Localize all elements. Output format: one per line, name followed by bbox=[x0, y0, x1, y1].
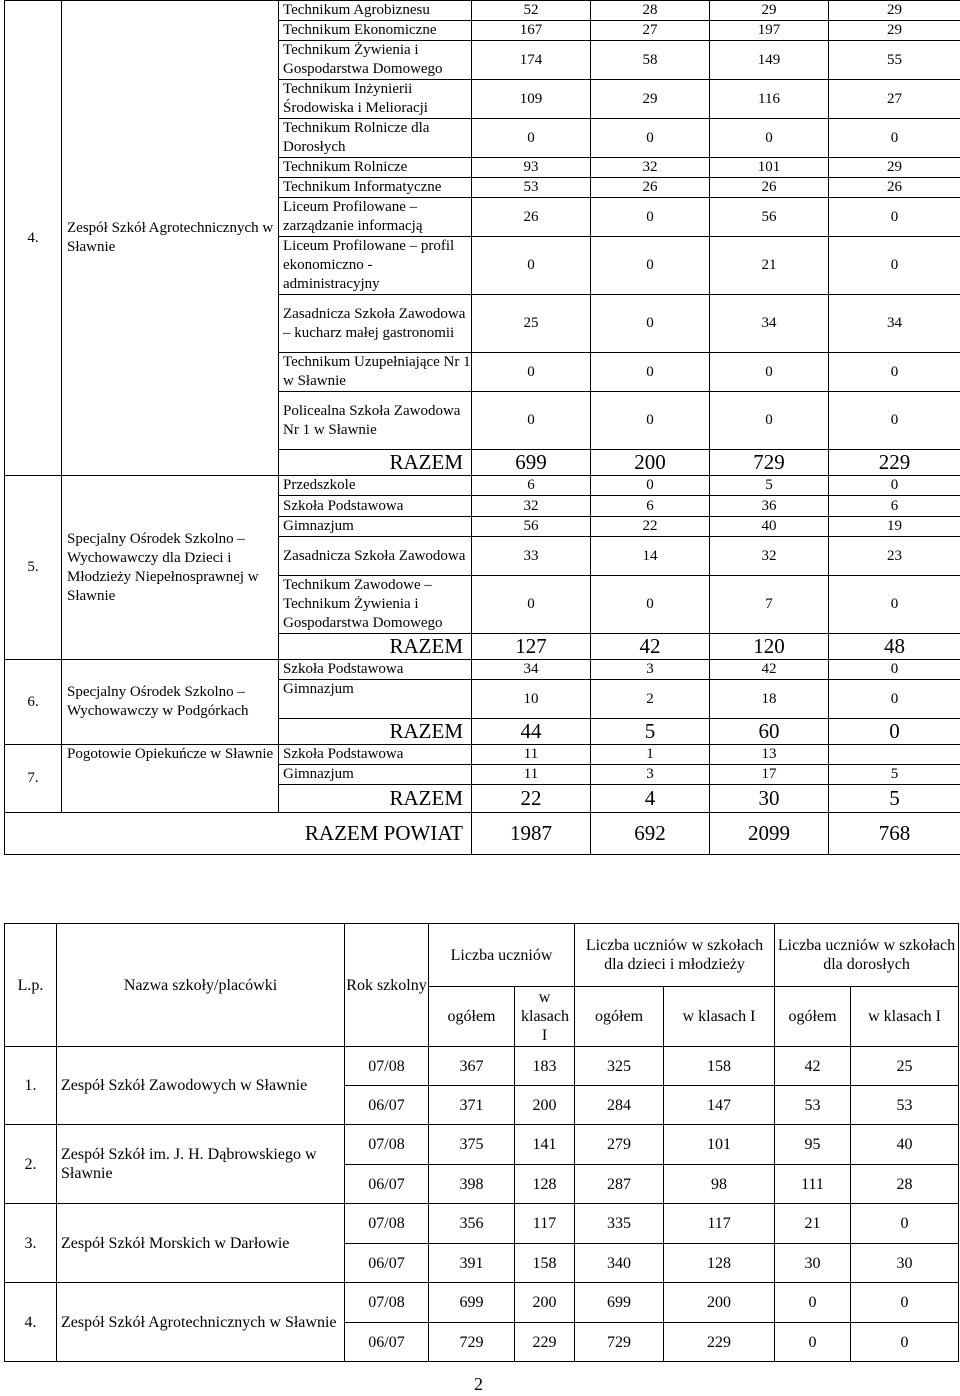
institution-name: Specjalny Ośrodek Szkolno – Wychowawczy dla Dzieci i Młodzieży Niepełnosprawnej w Sławnie bbox=[62, 476, 279, 660]
value-cell: 28 bbox=[851, 1165, 959, 1204]
value-cell: 158 bbox=[515, 1244, 575, 1283]
value-cell: 3 bbox=[591, 660, 710, 680]
group-number: 6. bbox=[5, 660, 62, 745]
value-cell: 29 bbox=[829, 158, 960, 178]
value-cell: 40 bbox=[710, 517, 829, 537]
value-cell: 375 bbox=[429, 1125, 515, 1165]
value-cell: 0 bbox=[472, 119, 591, 158]
row-number: 3. bbox=[5, 1204, 57, 1283]
value-cell: 27 bbox=[829, 80, 960, 119]
value-cell: 183 bbox=[515, 1047, 575, 1086]
value-cell: 52 bbox=[472, 1, 591, 21]
school-year: 07/08 bbox=[345, 1047, 429, 1086]
value-cell: 0 bbox=[591, 392, 710, 450]
value-cell: 32 bbox=[710, 537, 829, 576]
value-cell: 117 bbox=[664, 1204, 775, 1244]
value-cell: 174 bbox=[472, 41, 591, 80]
total-cell: 1987 bbox=[472, 813, 591, 855]
value-cell: 0 bbox=[775, 1323, 851, 1362]
value-cell: 42 bbox=[775, 1047, 851, 1086]
value-cell: 0 bbox=[775, 1283, 851, 1323]
total-cell: 229 bbox=[829, 450, 960, 476]
value-cell: 10 bbox=[472, 680, 591, 719]
value-cell: 95 bbox=[775, 1125, 851, 1165]
value-cell: 22 bbox=[591, 517, 710, 537]
value-cell: 200 bbox=[515, 1086, 575, 1125]
razem-label: RAZEM bbox=[279, 785, 472, 813]
value-cell: 29 bbox=[591, 80, 710, 119]
value-cell: 11 bbox=[472, 745, 591, 765]
header-ogolem: ogółem bbox=[575, 987, 664, 1047]
value-cell: 0 bbox=[829, 237, 960, 295]
total-cell: 127 bbox=[472, 634, 591, 660]
school-year: 06/07 bbox=[345, 1086, 429, 1125]
value-cell: 0 bbox=[591, 198, 710, 237]
row-number: 2. bbox=[5, 1125, 57, 1204]
value-cell: 56 bbox=[472, 517, 591, 537]
value-cell: 0 bbox=[591, 353, 710, 392]
value-cell: 0 bbox=[851, 1323, 959, 1362]
value-cell: 200 bbox=[515, 1283, 575, 1323]
value-cell: 29 bbox=[829, 1, 960, 21]
table-row bbox=[5, 1283, 959, 1323]
value-cell: 729 bbox=[429, 1323, 515, 1362]
total-cell: 0 bbox=[829, 719, 960, 745]
value-cell: 5 bbox=[829, 765, 960, 785]
value-cell: 0 bbox=[851, 1204, 959, 1244]
table-row bbox=[5, 1047, 959, 1086]
total-cell: 200 bbox=[591, 450, 710, 476]
school-name: Technikum Rolnicze bbox=[279, 158, 472, 178]
value-cell: 18 bbox=[710, 680, 829, 719]
value-cell: 26 bbox=[829, 178, 960, 198]
total-cell: 729 bbox=[710, 450, 829, 476]
value-cell: 699 bbox=[429, 1283, 515, 1323]
value-cell: 117 bbox=[515, 1204, 575, 1244]
value-cell: 371 bbox=[429, 1086, 515, 1125]
razem-label: RAZEM bbox=[279, 450, 472, 476]
value-cell: 42 bbox=[710, 660, 829, 680]
header-group-adult: Liczba uczniów w szkołach dla dorosłych bbox=[775, 924, 959, 987]
school-year: 07/08 bbox=[345, 1283, 429, 1323]
value-cell: 141 bbox=[515, 1125, 575, 1165]
value-cell: 58 bbox=[591, 41, 710, 80]
school-name: Technikum Agrobiznesu bbox=[279, 1, 472, 21]
table-row bbox=[5, 476, 960, 496]
value-cell: 55 bbox=[829, 41, 960, 80]
value-cell: 0 bbox=[591, 119, 710, 158]
total-cell: 699 bbox=[472, 450, 591, 476]
value-cell: 33 bbox=[472, 537, 591, 576]
total-cell: 4 bbox=[591, 785, 710, 813]
value-cell: 0 bbox=[472, 576, 591, 634]
value-cell: 200 bbox=[664, 1283, 775, 1323]
table-row bbox=[5, 660, 960, 680]
school-name: Zasadnicza Szkoła Zawodowa bbox=[279, 537, 472, 576]
total-cell: 768 bbox=[829, 813, 960, 855]
value-cell: 340 bbox=[575, 1244, 664, 1283]
value-cell: 367 bbox=[429, 1047, 515, 1086]
school-name: Szkoła Podstawowa bbox=[279, 496, 472, 517]
value-cell: 0 bbox=[591, 476, 710, 496]
total-cell: 30 bbox=[710, 785, 829, 813]
value-cell: 11 bbox=[472, 765, 591, 785]
value-cell: 284 bbox=[575, 1086, 664, 1125]
school-name: Policealna Szkoła Zawodowa Nr 1 w Sławnie bbox=[279, 392, 472, 450]
header-w-klasach: w klasach I bbox=[851, 987, 959, 1047]
header-name: Nazwa szkoły/placówki bbox=[57, 924, 345, 1047]
table-row bbox=[5, 1204, 959, 1244]
razem-label: RAZEM bbox=[279, 719, 472, 745]
value-cell: 0 bbox=[829, 476, 960, 496]
value-cell: 6 bbox=[829, 496, 960, 517]
value-cell: 128 bbox=[664, 1244, 775, 1283]
value-cell: 32 bbox=[472, 496, 591, 517]
school-name: Technikum Rolnicze dla Dorosłych bbox=[279, 119, 472, 158]
school-name: Technikum Żywienia i Gospodarstwa Domowego bbox=[279, 41, 472, 80]
school-name: Zespół Szkół im. J. H. Dąbrowskiego w Sławnie bbox=[57, 1125, 345, 1204]
value-cell: 21 bbox=[710, 237, 829, 295]
school-name: Technikum Zawodowe – Technikum Żywienia i Gospodarstwa Domowego bbox=[279, 576, 472, 634]
value-cell: 26 bbox=[591, 178, 710, 198]
value-cell: 325 bbox=[575, 1047, 664, 1086]
group-number: 7. bbox=[5, 745, 62, 813]
value-cell: 229 bbox=[515, 1323, 575, 1362]
value-cell: 111 bbox=[775, 1165, 851, 1204]
value-cell: 93 bbox=[472, 158, 591, 178]
school-name: Przedszkole bbox=[279, 476, 472, 496]
total-cell: 692 bbox=[591, 813, 710, 855]
value-cell: 3 bbox=[591, 765, 710, 785]
value-cell: 158 bbox=[664, 1047, 775, 1086]
school-name: Zespół Szkół Zawodowych w Sławnie bbox=[57, 1047, 345, 1125]
value-cell: 0 bbox=[829, 680, 960, 719]
school-year: 06/07 bbox=[345, 1165, 429, 1204]
value-cell: 6 bbox=[591, 496, 710, 517]
value-cell: 335 bbox=[575, 1204, 664, 1244]
school-name: Liceum Profilowane – zarządzanie informacją bbox=[279, 198, 472, 237]
value-cell: 25 bbox=[472, 295, 591, 353]
value-cell: 21 bbox=[775, 1204, 851, 1244]
value-cell: 26 bbox=[472, 198, 591, 237]
school-year: 06/07 bbox=[345, 1323, 429, 1362]
value-cell: 0 bbox=[829, 660, 960, 680]
value-cell: 0 bbox=[710, 119, 829, 158]
value-cell: 356 bbox=[429, 1204, 515, 1244]
total-cell: 60 bbox=[710, 719, 829, 745]
value-cell: 391 bbox=[429, 1244, 515, 1283]
total-cell: 2099 bbox=[710, 813, 829, 855]
total-cell: 22 bbox=[472, 785, 591, 813]
value-cell: 40 bbox=[851, 1125, 959, 1165]
value-cell: 101 bbox=[664, 1125, 775, 1165]
school-name: Szkoła Podstawowa bbox=[279, 745, 472, 765]
value-cell: 287 bbox=[575, 1165, 664, 1204]
table-row bbox=[5, 745, 960, 765]
header-group-youth: Liczba uczniów w szkołach dla dzieci i młodzieży bbox=[575, 924, 775, 987]
school-name: Gimnazjum bbox=[279, 765, 472, 785]
total-cell: 5 bbox=[829, 785, 960, 813]
school-year: 07/08 bbox=[345, 1204, 429, 1244]
school-name: Technikum Uzupełniające Nr 1 w Sławnie bbox=[279, 353, 472, 392]
school-name: Zespół Szkół Agrotechnicznych w Sławnie bbox=[57, 1283, 345, 1362]
value-cell bbox=[829, 745, 960, 765]
table-row bbox=[5, 1, 960, 21]
value-cell: 29 bbox=[710, 1, 829, 21]
table-row bbox=[5, 1125, 959, 1165]
powiat-total-label: RAZEM POWIAT bbox=[62, 813, 472, 855]
value-cell: 109 bbox=[472, 80, 591, 119]
header-w-klasach: w klasach I bbox=[664, 987, 775, 1047]
school-name: Technikum Informatyczne bbox=[279, 178, 472, 198]
value-cell: 699 bbox=[575, 1283, 664, 1323]
institution-name: Zespół Szkół Agrotechnicznych w Sławnie bbox=[62, 1, 279, 476]
value-cell: 149 bbox=[710, 41, 829, 80]
header-ogolem: ogółem bbox=[775, 987, 851, 1047]
school-name: Zasadnicza Szkoła Zawodowa – kucharz małej gastronomii bbox=[279, 295, 472, 353]
header-w-klasach: w klasach I bbox=[515, 987, 575, 1047]
value-cell: 27 bbox=[591, 21, 710, 41]
total-cell: 120 bbox=[710, 634, 829, 660]
value-cell: 53 bbox=[472, 178, 591, 198]
school-name: Gimnazjum bbox=[279, 680, 472, 719]
value-cell: 53 bbox=[775, 1086, 851, 1125]
row-number: 1. bbox=[5, 1047, 57, 1125]
value-cell: 197 bbox=[710, 21, 829, 41]
value-cell: 28 bbox=[591, 1, 710, 21]
value-cell: 0 bbox=[829, 576, 960, 634]
value-cell: 53 bbox=[851, 1086, 959, 1125]
school-name: Szkoła Podstawowa bbox=[279, 660, 472, 680]
value-cell: 229 bbox=[664, 1323, 775, 1362]
value-cell: 32 bbox=[591, 158, 710, 178]
enrollment-table-top bbox=[4, 0, 960, 855]
school-year: 06/07 bbox=[345, 1244, 429, 1283]
value-cell: 56 bbox=[710, 198, 829, 237]
value-cell: 398 bbox=[429, 1165, 515, 1204]
total-cell: 5 bbox=[591, 719, 710, 745]
row-number: 4. bbox=[5, 1283, 57, 1362]
value-cell: 0 bbox=[591, 237, 710, 295]
total-cell: 42 bbox=[591, 634, 710, 660]
institution-name: Specjalny Ośrodek Szkolno – Wychowawczy w Podgórkach bbox=[62, 660, 279, 745]
value-cell: 17 bbox=[710, 765, 829, 785]
value-cell: 279 bbox=[575, 1125, 664, 1165]
value-cell: 2 bbox=[591, 680, 710, 719]
value-cell: 26 bbox=[710, 178, 829, 198]
institution-name: Pogotowie Opiekuńcze w Sławnie bbox=[62, 745, 279, 813]
school-name: Technikum Ekonomiczne bbox=[279, 21, 472, 41]
value-cell: 5 bbox=[710, 476, 829, 496]
value-cell: 101 bbox=[710, 158, 829, 178]
value-cell: 0 bbox=[710, 392, 829, 450]
value-cell: 30 bbox=[851, 1244, 959, 1283]
value-cell: 13 bbox=[710, 745, 829, 765]
school-name: Zespół Szkół Morskich w Darłowie bbox=[57, 1204, 345, 1283]
value-cell: 116 bbox=[710, 80, 829, 119]
value-cell: 0 bbox=[829, 198, 960, 237]
header-rok: Rok szkolny bbox=[345, 924, 429, 1047]
value-cell: 30 bbox=[775, 1244, 851, 1283]
value-cell: 0 bbox=[829, 353, 960, 392]
value-cell: 23 bbox=[829, 537, 960, 576]
page-number: 2 bbox=[474, 1374, 483, 1394]
value-cell: 1 bbox=[591, 745, 710, 765]
razem-label: RAZEM bbox=[279, 634, 472, 660]
value-cell: 0 bbox=[829, 119, 960, 158]
value-cell: 25 bbox=[851, 1047, 959, 1086]
value-cell: 34 bbox=[829, 295, 960, 353]
value-cell: 36 bbox=[710, 496, 829, 517]
value-cell: 0 bbox=[851, 1283, 959, 1323]
value-cell: 729 bbox=[575, 1323, 664, 1362]
header-ogolem: ogółem bbox=[429, 987, 515, 1047]
value-cell: 0 bbox=[472, 237, 591, 295]
value-cell: 34 bbox=[710, 295, 829, 353]
value-cell: 0 bbox=[829, 392, 960, 450]
group-number: 4. bbox=[5, 1, 62, 476]
header-group-total: Liczba uczniów bbox=[429, 924, 575, 987]
powiat-total-row bbox=[5, 813, 960, 855]
value-cell: 7 bbox=[710, 576, 829, 634]
value-cell: 0 bbox=[472, 353, 591, 392]
value-cell: 147 bbox=[664, 1086, 775, 1125]
value-cell: 29 bbox=[829, 21, 960, 41]
value-cell: 98 bbox=[664, 1165, 775, 1204]
value-cell: 167 bbox=[472, 21, 591, 41]
value-cell: 0 bbox=[591, 295, 710, 353]
total-cell: 48 bbox=[829, 634, 960, 660]
header-lp: L.p. bbox=[5, 924, 57, 1047]
school-name: Liceum Profilowane – profil ekonomiczno - administracyjny bbox=[279, 237, 472, 295]
value-cell: 128 bbox=[515, 1165, 575, 1204]
value-cell: 14 bbox=[591, 537, 710, 576]
total-cell: 44 bbox=[472, 719, 591, 745]
school-name: Technikum Inżynierii Środowiska i Melioracji bbox=[279, 80, 472, 119]
value-cell: 0 bbox=[591, 576, 710, 634]
value-cell: 6 bbox=[472, 476, 591, 496]
value-cell: 0 bbox=[710, 353, 829, 392]
value-cell: 34 bbox=[472, 660, 591, 680]
enrollment-table-bottom bbox=[4, 923, 959, 1362]
school-year: 07/08 bbox=[345, 1125, 429, 1165]
group-number: 5. bbox=[5, 476, 62, 660]
value-cell: 19 bbox=[829, 517, 960, 537]
school-name: Gimnazjum bbox=[279, 517, 472, 537]
value-cell: 0 bbox=[472, 392, 591, 450]
